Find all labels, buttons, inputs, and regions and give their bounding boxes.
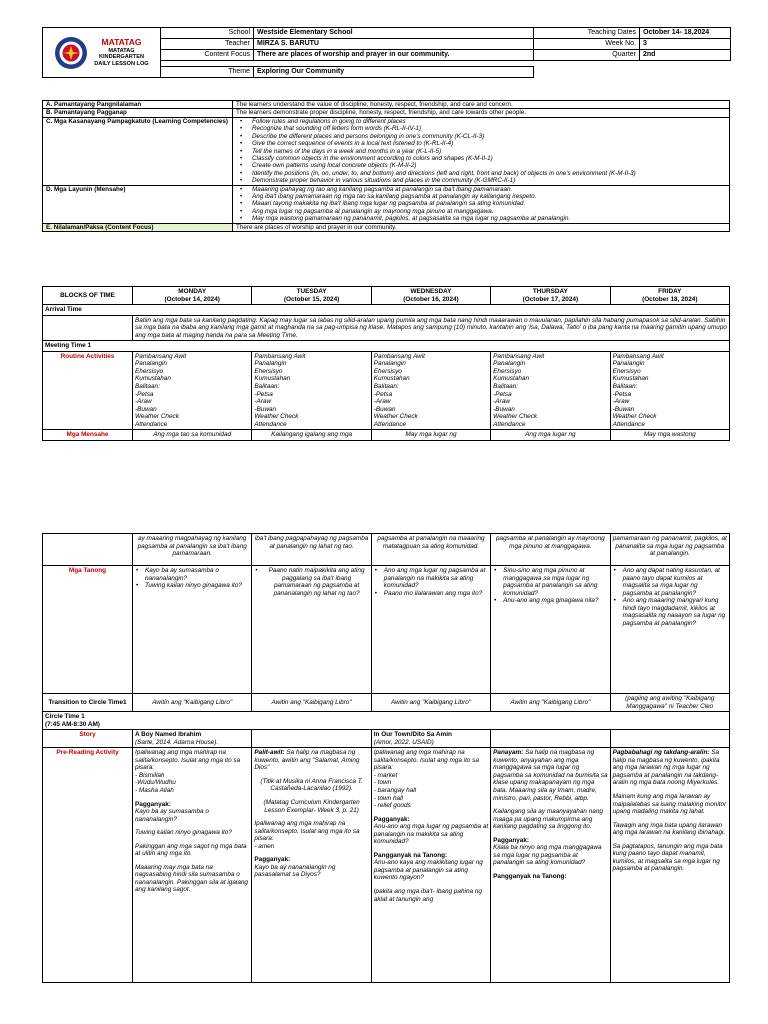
pre-reading-friday: [610, 748, 729, 983]
objective-item: • Maaaring ipahayag ng tao ang kanilang pagsamba at panalangin sa iba't ibang pamamaraan.: [236, 186, 726, 193]
brand-name: MATATAG: [101, 37, 142, 48]
transition-tuesday: Awitin ang "Kaibigang Libro": [252, 694, 371, 712]
routine-item: Attendance: [135, 420, 168, 428]
header-table: [42, 27, 731, 78]
day-header-monday: [133, 287, 252, 305]
mensahe-thursday: Ang mga lugar ng: [491, 430, 610, 441]
competency-item: • Tell the names of the days in a week and months in a year (K-L-II-5): [236, 148, 726, 155]
routine-item: Attendance: [493, 420, 526, 428]
brand-line3: DAILY LESSON LOG: [94, 60, 149, 67]
std-a-label: A. Pamantayang Pangnilalaman: [43, 101, 233, 109]
schedule-table: [42, 286, 730, 441]
routine-item: Kumustahan: [373, 375, 410, 383]
arrival-text: Batiin ang mga bata sa kanilang pagdating. Kapag may lugar sa labas ng silid-aralan upang pumila ang mga bata nang hindi maaarawan o mauulanan, papilahin sila habang pumapasok sa silid-aralan. Sabihin sa mga bata na ibaba ang kanilang mga gamit at maghanda na sa pag-umpisa ng klase. Matapos ang sampung (10) minuto, kantahin ang 'Isa, Dalawa, Tatlo' o iba pang kanta na maaring gamitin upang umupo ang mga bata at maging handa na para sa Meeting Time.: [133, 315, 730, 341]
day-name: TUESDAY: [296, 288, 327, 295]
routine-item: Attendance: [612, 420, 645, 428]
transition-thursday: Awitin ang "Kaibigang Libro": [491, 694, 610, 712]
question-item: • Ano ang mga lugar ng pagsamba at panalangin na makikita sa ating komunidad?: [374, 567, 488, 590]
routine-item: Kumustahan: [493, 375, 530, 383]
routine-item: Kumustahan: [135, 375, 171, 383]
day-header-wednesday: [371, 287, 490, 305]
story-wednesday: [371, 730, 490, 748]
theme-label: Theme: [161, 67, 254, 78]
competency-item: • Recognize that sounding off letters form words (K-RL-II-IV-1): [236, 125, 726, 132]
motivation-question: Anu-ano ang mga lugar ng pagsamba at panalangin na makikita sa ating komunidad?: [373, 823, 489, 846]
routine-item: Ehersisyo: [373, 367, 402, 375]
routine-item: Kumustahan: [254, 375, 291, 383]
routine-item: -Petsa: [493, 390, 512, 398]
routine-item: -Araw: [612, 398, 630, 406]
std-c-label: C. Mga Kasanayang Pampagkatuto (Learning Competencies): [43, 117, 233, 185]
objective-item: • Maaari tayong makakita ng iba't ibang mga lugar ng pagsamba at panalangin sa ating komunidad.: [236, 200, 726, 207]
routine-item: Pambansang Awit: [373, 352, 425, 360]
routine-item: Pambansang Awit: [254, 352, 306, 360]
tanong-thursday: [491, 566, 610, 694]
routine-item: Ehersisyo: [135, 367, 164, 375]
tanong-friday: [610, 566, 729, 694]
pre-reading-label: Pre-Reading Activity: [43, 748, 133, 983]
routine-item: Weather Check: [493, 413, 538, 421]
circle-time-range: (7:45 AM-8:30 AM): [45, 720, 100, 728]
panayam-label: Panayam:: [493, 749, 524, 757]
routine-item: -Petsa: [254, 390, 273, 398]
motivation-question: Kayo ba ay sumasamba o nananalangin?: [135, 808, 209, 823]
vocab-item: - town hall: [373, 794, 403, 802]
vocab-item: -Wudu/Wudhu: [135, 779, 176, 787]
quarter-label: Quarter: [534, 50, 640, 61]
vocab-item: - amen: [254, 842, 275, 850]
teacher-value: MIRZA S. BARUTU: [254, 39, 534, 50]
instruction-text: Ipaliwanag ang mga mahirap na salita/konsepto. Isulat ang mga ito sa pisara:: [254, 820, 360, 843]
quarter-value: 2nd: [640, 50, 731, 61]
pre-reading-tuesday: [252, 748, 371, 983]
std-b-text: The learners demonstrate proper discipline, honesty, respect, friendship, and care towards other people.: [233, 109, 730, 117]
instruction-text: Ipaliwanag ang mga mahirap na salita/konsepto. Isulat ang mga ito sa pisara:: [373, 749, 479, 772]
school-label: School: [161, 28, 254, 39]
tanong-monday: [133, 566, 252, 694]
week-value: 3: [640, 39, 731, 50]
circle-time-label: [43, 712, 730, 730]
routine-item: Panalangin: [254, 360, 287, 368]
vocab-item: - Bismillah: [135, 771, 165, 779]
mensahe-tuesday: Kailangang igalang ang mga: [252, 430, 371, 441]
palit-awit-label: Palit-awit:: [254, 749, 285, 757]
logo-block: [43, 28, 161, 78]
story-source: (Amor, 2022. USAID): [373, 738, 434, 746]
takdang-aralin-label: Pagbabahagi ng takdang-aralin:: [612, 749, 710, 757]
routine-friday: [610, 351, 729, 429]
transition-label: Transition to Circle Time1: [43, 694, 133, 712]
mensahe-cont-friday: pamamaraan ng pananamit, pagkilos, at pananalita sa mga lugar ng pagsamba at panalangin.: [610, 534, 729, 566]
vocab-item: - town: [373, 779, 392, 787]
mga-mensahe-label: Mga Mensahe: [43, 430, 133, 441]
pre-reading-wednesday: [371, 748, 490, 983]
mensahe-cont-monday: ay maaaring magpahayag ng kanilang pagsamba at panalangin sa iba't ibang pamamaraan.: [133, 534, 252, 566]
routine-item: Panalangin: [493, 360, 526, 368]
transition-monday: Awitin ang "Kaibigang Libro": [133, 694, 252, 712]
question-item: • Tuwing kailan ninyo ginagawa ito?: [135, 582, 249, 590]
day-header-thursday: [491, 287, 610, 305]
routine-item: Kumustahan: [612, 375, 649, 383]
mensahe-monday: Ang mga tao sa komunidad: [133, 430, 252, 441]
arrival-time-label: Arrival Time: [43, 305, 730, 316]
mensahe-wednesday: May mga lugar ng: [371, 430, 490, 441]
motivation-question: Anu-ano kaya ang makikitang lugar ng pagsamba at panalangin sa ating kuwento ngayon?: [373, 859, 483, 882]
mensahe-cont-thursday: pagsamba at panalangin ay mayroong mga pinuno at manggagawa.: [491, 534, 610, 566]
routine-item: -Petsa: [612, 390, 632, 398]
routine-item: Weather Check: [254, 413, 299, 421]
story-thursday: [491, 730, 610, 748]
mensahe-friday: May mga wastong: [610, 430, 729, 441]
schedule-continued-table: [42, 533, 730, 983]
vocab-item: - barangay hall: [373, 787, 417, 795]
std-e-text: There are places of worship and prayer in our community.: [233, 223, 730, 231]
competency-item: • Describe the different places and persons belonging in one's community (K-CL-II-3): [236, 133, 726, 140]
routine-item: Ehersisyo: [612, 367, 641, 375]
routine-item: Weather Check: [612, 413, 657, 421]
instruction-text: Kailangang sila ay maanyayahan nang maaga pa upang makumpirma ang kanilang pagdating sa linggong ito.: [493, 808, 603, 831]
routine-item: Balitaan:: [612, 383, 638, 391]
routine-item: -Petsa: [373, 390, 393, 398]
pangganyak-na-tanong-label: Pangganyak na Tanong:: [373, 851, 448, 859]
day-name: THURSDAY: [532, 288, 568, 295]
school-value: Westside Elementary School: [254, 28, 534, 39]
vocab-item: - market: [373, 771, 398, 779]
std-d-label: D. Mga Layunin (Mensahe): [43, 185, 233, 223]
meeting-time-label: Meeting Time 1: [43, 341, 730, 352]
instruction-text: Pakinggan ang mga sagot ng mga bata at ulitin ang mga ito.: [135, 842, 247, 858]
mensahe-cont-wednesday: pagsamba at panalangin na maaaring matatagpuan sa ating komunidad.: [371, 534, 490, 566]
competency-item: • Classify common objects in the environment according to colors and shapes (K-M-II-1): [236, 155, 726, 162]
question-item: • Kayo ba ay sumasamba o nananalangin?: [135, 567, 249, 582]
competencies-cell: [233, 117, 730, 185]
focus-value: There are places of worship and prayer in our community.: [254, 50, 534, 61]
day-date: (October 16, 2024): [403, 295, 459, 303]
day-date: (October 15, 2024): [283, 295, 340, 303]
mga-tanong-label: Mga Tanong: [43, 566, 133, 694]
pre-reading-thursday: [491, 748, 610, 983]
day-name: MONDAY: [178, 288, 207, 295]
pagganyak-label: Pagganyak:: [373, 815, 410, 823]
routine-thursday: [491, 351, 610, 429]
mensahe-cont-tuesday: iba't ibang pagpapahayag ng pagsamba at panalangin ng lahat ng tao.: [252, 534, 371, 566]
competency-item: • Follow rules and regulations in going to different places: [236, 118, 726, 125]
transition-friday: (pagiing ang awiting "Kaibigang Manggagawa" ni Teacher Cleo: [610, 694, 729, 712]
std-b-label: B. Pamantayang Pagganap: [43, 109, 233, 117]
routine-tuesday: [252, 351, 371, 429]
competency-item: • Identify the positions (in, on, under, to, and bottom) and directions (left and right, front and back) of objects in one's environment (K-M-II-3): [236, 170, 726, 177]
focus-label: Content Focus: [161, 50, 254, 61]
objectives-cell: [233, 185, 730, 223]
story-monday: [133, 730, 252, 748]
curriculum-source: (Matatag Curriculum Kindergarten Lesson Exemplar- Week 3, p. 21): [263, 799, 360, 814]
routine-item: Attendance: [373, 420, 407, 428]
dates-value: October 14- 18,2024: [640, 28, 731, 39]
story-label: Story: [43, 730, 133, 748]
competency-item: • Give the correct sequence of events in a local text listened to (K-RL-II-4): [236, 140, 726, 147]
standards-table: [42, 100, 730, 232]
routine-wednesday: [371, 351, 490, 429]
brand-line2: KINDERGARTEN: [98, 54, 144, 61]
routine-item: Panalangin: [612, 360, 645, 368]
pagganyak-label: Pagganyak:: [493, 836, 530, 844]
instruction-text: Ipaliwanag ang mga mahirap na salita/konsepto. Isulat ang mga ito sa pisara:: [135, 749, 241, 772]
deped-seal-icon: [54, 36, 88, 70]
instruction-text: Ipakita ang mga iba't- ibang pahina ng aklat at tanungin ang: [373, 888, 482, 903]
instruction-text: Sa pagtatapos, tanungin ang mga bata kung paano tayo dapat manamit, kumilos, at magsalita sa mga lugar ng pagsamba at panalangin.: [612, 842, 723, 873]
std-e-label: E. Nilalaman/Paksa (Content Focus): [43, 223, 233, 231]
story-source: (Sarte, 2014. Adarna House).: [135, 738, 219, 746]
objective-item: • Ang iba't ibang pamamaraan ng mga tao sa kanilang pagsamba at panalangin ay kailangang irespeto.: [236, 193, 726, 200]
day-date: (October 18, 2024): [642, 295, 698, 303]
objective-item: • May mga wastong pamamaraan ng pananamit, pagkilos, at pagsasalita sa mga lugar ng pagsamba at panalangin.: [236, 215, 726, 222]
pre-reading-monday: [133, 748, 252, 983]
routine-item: Pambansang Awit: [612, 352, 664, 360]
routine-item: -Petsa: [135, 390, 154, 398]
routine-item: -Buwan: [254, 405, 277, 413]
instruction-text: Maaaring may mga bata na nagsasabing hindi sila sumasamba o nananalangin. Pakinggan sila at igalang ang kanilang sagot.: [135, 863, 248, 894]
routine-item: -Buwan: [135, 405, 157, 413]
story-title: A Boy Named Ibrahim: [135, 731, 202, 739]
routine-item: Pambansang Awit: [135, 352, 187, 360]
day-name: FRIDAY: [658, 288, 682, 295]
instruction-text: Sa halip na magbasa ng kuwento, ipakita ang mga larawan ng mga lugar ng pagsamba at panalangin na takdang-aralin ng mga bata noong Miyerkules.: [612, 749, 720, 787]
day-header-friday: [610, 287, 729, 305]
question-item: • Paano mo ilalarawan ang mga ito?: [374, 590, 488, 598]
routine-activities-label: Routine Activities: [43, 351, 133, 429]
vocab-item: - relief goods: [373, 802, 411, 810]
routine-item: Balitaan:: [254, 383, 280, 391]
instruction-text: Tawagin ang mga bata upang ilarawan ang mga larawan na kanilang ibinahagi.: [612, 821, 726, 837]
teacher-label: Teacher: [161, 39, 254, 50]
routine-monday: [133, 351, 252, 429]
question-item: • Sinu-sino ang mga pinuno at manggagawa sa mga lugar ng pagsamba at panalangin sa ating komunidad?: [493, 567, 607, 597]
routine-item: Weather Check: [373, 413, 418, 421]
routine-item: -Araw: [493, 398, 510, 406]
pagganyak-label: Pagganyak:: [254, 856, 291, 864]
song-source: (Titik at Musika ni Anna Francisca T. Castañeda-Lacanilao (1992).: [260, 777, 363, 793]
routine-item: -Araw: [254, 398, 272, 406]
tanong-tuesday: [252, 566, 371, 694]
routine-item: Attendance: [254, 420, 287, 428]
routine-item: Ehersisyo: [254, 367, 283, 375]
routine-item: Panalangin: [135, 360, 167, 368]
routine-item: -Buwan: [493, 405, 515, 413]
question-item: • Ano ang maaaring mangyari kung hindi tayo magdadamit, kikilos at magsasalita ng naaayon sa lugar ng pagsamba at panalangin?: [613, 597, 727, 627]
question-item: • Anu-ano ang mga ginagawa nila?: [493, 597, 607, 605]
vocab-item: - Masha Allah: [135, 787, 174, 795]
dates-label: Teaching Dates: [534, 28, 640, 39]
objective-item: • Ang mga lugar ng pagsamba at panalangin ay mayroong mga pinuno at manggagawa.: [236, 208, 726, 215]
question-item: • Paano natin maipakikita ang ating paggalang sa iba't ibang pamamaraan ng pagsamba at pananalangin ng lahat ng tao?: [254, 567, 368, 597]
pagganyak-label: Pagganyak:: [135, 800, 171, 808]
week-label: Week No.: [534, 39, 640, 50]
theme-value: Exploring Our Community: [254, 67, 534, 78]
motivation-question: Kilala ba ninyo ang mga manggagawa sa mga lugar ng pagsamba at panalangin sa ating komunidad?: [493, 844, 602, 867]
brand-line1: MATATAG: [108, 47, 135, 54]
routine-item: Balitaan:: [135, 383, 160, 391]
routine-item: -Araw: [373, 398, 391, 406]
instruction-text: Mainam kung ang mga larawan ay maipalalabas sa isang malaking monitor upang madaling makita ng lahat.: [612, 793, 727, 816]
routine-item: -Buwan: [612, 405, 635, 413]
question-item: • Ano ang dapat nating kasuotan, at paano tayo dapat kumilos at magsalita sa mga lugar ng pagsamba at panalangin?: [613, 567, 727, 597]
instruction-text: Sa halip na magbasa ng kuwento, anyayahan ang mga manggagawa sa mga lugar ng pagsamba sa komunidad na bumisita sa klase upang makapanayam ng mga bata. Maaaring sila ay Imam, madre, ministro, pari, pastor, Rebbi, atbp.: [493, 749, 608, 802]
routine-item: Ehersisyo: [493, 367, 522, 375]
tanong-wednesday: [371, 566, 490, 694]
routine-item: Balitaan:: [373, 383, 399, 391]
routine-item: -Araw: [135, 398, 152, 406]
competency-item: • Demonstrate proper behavior in various situations and places in the community (K-GMRC-II-1): [236, 177, 726, 184]
motivation-question: Kayo ba ay nananalangin ng pasasalamat sa Diyos?: [254, 863, 336, 879]
day-date: (October 14, 2024): [164, 295, 220, 303]
motivation-question: Tuwing kailan ninyo ginagawa ito?: [135, 829, 232, 837]
day-header-tuesday: [252, 287, 371, 305]
competency-item: • Create own patterns using local concrete objects (K-M-II-2): [236, 162, 726, 169]
std-a-text: The learners understand the value of discipline, honesty, respect, friendship, and care and concern.: [233, 101, 730, 109]
story-tuesday: [252, 730, 371, 748]
routine-item: -Buwan: [373, 405, 396, 413]
routine-item: Balitaan:: [493, 383, 519, 391]
blocks-of-time-header: BLOCKS OF TIME: [43, 287, 133, 305]
story-title: In Our Town/Dito Sa Amin: [373, 731, 452, 739]
routine-item: Pambansang Awit: [493, 352, 545, 360]
circle-time-title: Circle Time 1: [45, 713, 85, 721]
story-friday: [610, 730, 729, 748]
day-date: (October 17, 2024): [522, 295, 579, 303]
day-name: WEDNESDAY: [410, 288, 452, 295]
routine-item: Panalangin: [373, 360, 406, 368]
transition-wednesday: Awitin ang "Kaibigang Libro": [371, 694, 490, 712]
routine-item: Weather Check: [135, 413, 179, 421]
pangganyak-na-tanong-label: Pangganyak na Tanong:: [493, 872, 567, 880]
instruction-text: Sa halip na magbasa ng kuwento, awitin ang "Salamat, Aming Dios": [254, 749, 360, 772]
